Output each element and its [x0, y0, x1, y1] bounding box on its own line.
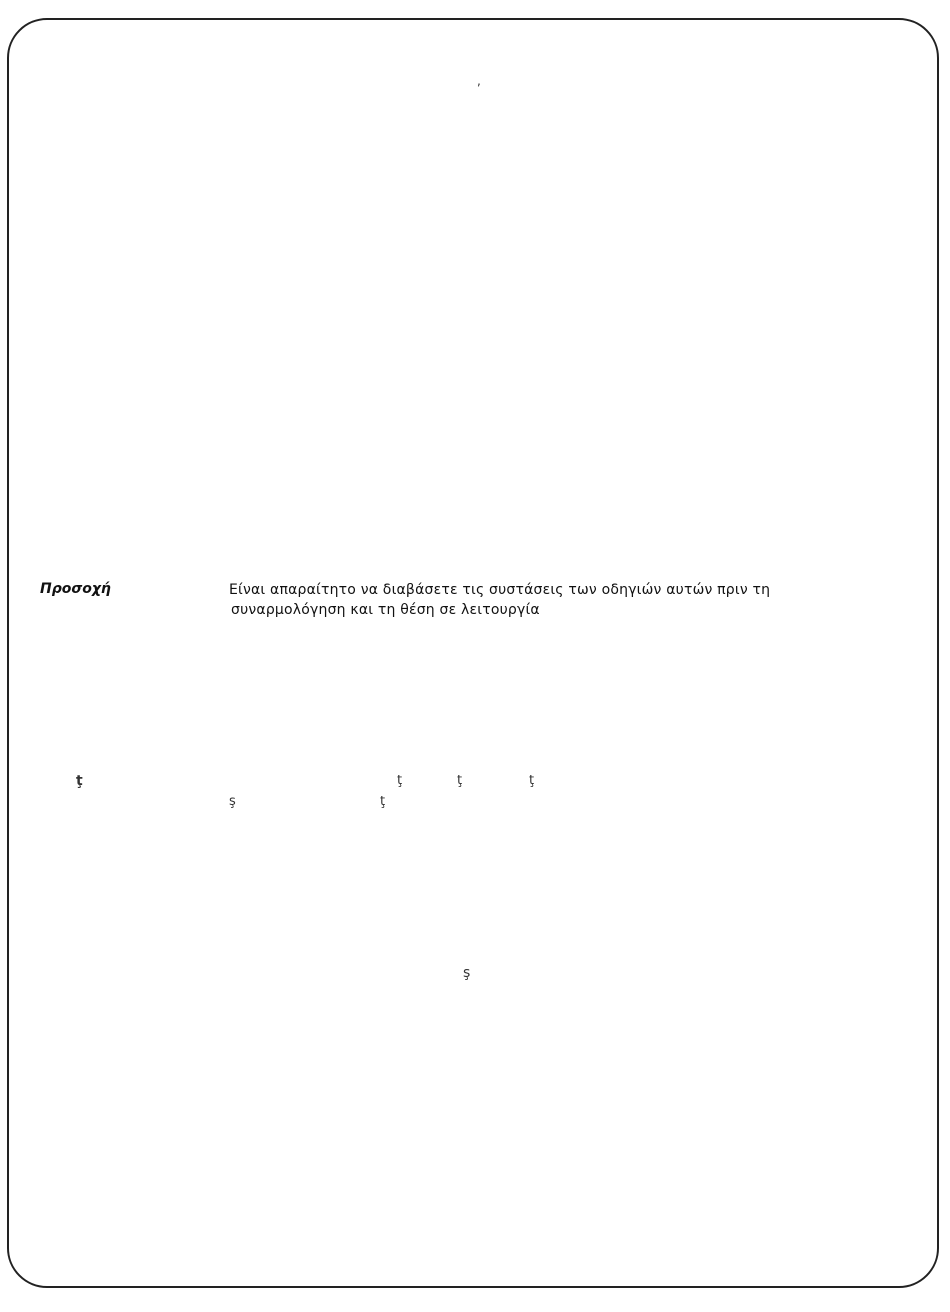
section2-label: ţ	[76, 773, 83, 789]
section2-glyph: ţ	[457, 773, 463, 788]
lower-mark: ş	[463, 965, 471, 981]
page-border	[7, 18, 939, 1288]
section2-glyph: ţ	[397, 773, 403, 788]
section2-glyph: ţ	[380, 794, 386, 809]
warning-label: Προσοχή	[40, 581, 111, 597]
section2-glyph: ş	[229, 794, 236, 809]
top-mark: ,	[477, 74, 481, 88]
warning-text	[229, 580, 869, 620]
warning-text-line1: Είναι απαραίτητο να διαβάσετε τις συστάσεις των οδηγιών αυτών πριν τη	[229, 582, 771, 598]
warning-text-line2: συναρμολόγηση και τη θέση σε λειτουργία	[231, 602, 540, 618]
section2-glyph: ţ	[529, 773, 535, 788]
